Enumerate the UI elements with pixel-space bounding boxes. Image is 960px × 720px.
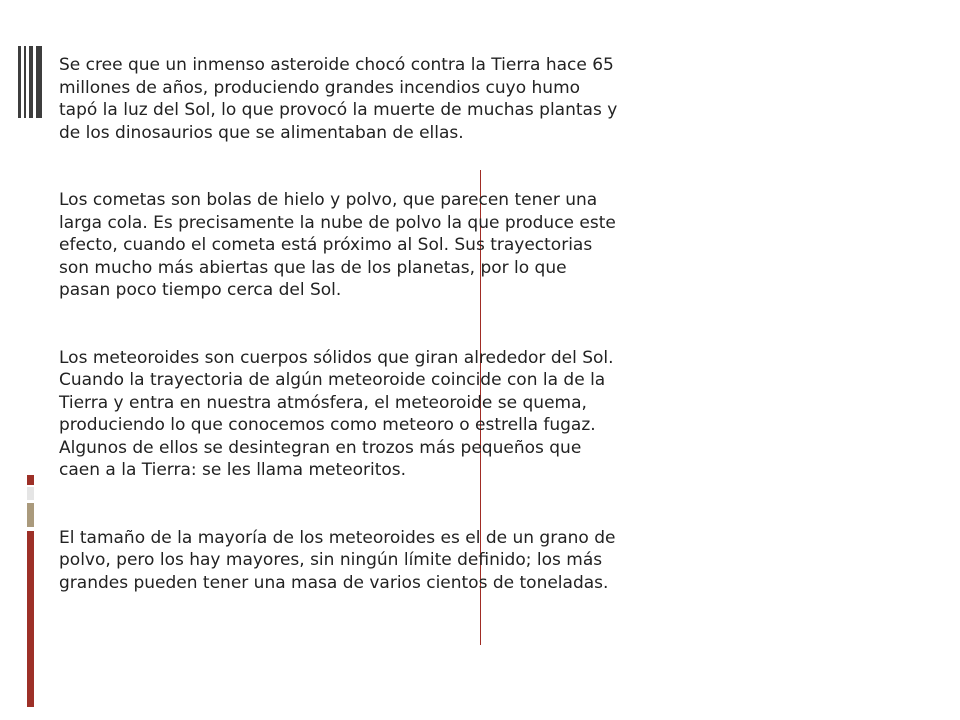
left-strip-tan bbox=[27, 503, 34, 527]
decorative-bars-icon bbox=[18, 46, 42, 118]
decorative-bar bbox=[36, 46, 42, 118]
slide-body-text bbox=[59, 54, 619, 639]
paragraph-meteoroids: Los meteoroides son cuerpos sólidos que giran alrededor del Sol. Cuando la trayectoria de algún meteoroide coincide con la de la Tierra y entra en nuestra atmósfera, el meteoroide se quema, produciendo lo que conocemos como meteoro o estrella fugaz. Algunos de ellos se desintegran en trozos más pequeños que caen a la Tierra: se les llama meteoritos. bbox=[59, 347, 614, 480]
left-strip-gray bbox=[27, 487, 34, 500]
left-strip-red-long bbox=[27, 531, 34, 707]
decorative-bar bbox=[18, 46, 21, 118]
paragraph-meteoroid-size: El tamaño de la mayoría de los meteoroides es el de un grano de polvo, pero los hay mayores, sin ningún límite definido; los más grandes pueden tener una masa de varios cientos de toneladas. bbox=[59, 527, 616, 593]
decorative-bar bbox=[24, 46, 26, 118]
left-strip-red-small bbox=[27, 475, 34, 485]
decorative-bar bbox=[29, 46, 33, 118]
paragraph-asteroid: Se cree que un inmenso asteroide chocó contra la Tierra hace 65 millones de años, produciendo grandes incendios cuyo humo tapó la luz del Sol, lo que provocó la muerte de muchas plantas y de los dinosaurios que se alimentaban de ellas. bbox=[59, 55, 618, 143]
paragraph-comets: Los cometas son bolas de hielo y polvo, que parecen tener una larga cola. Es precisamente la nube de polvo la que produce este efecto, cuando el cometa está próximo al Sol. Sus trayectorias son mucho más abiertas que las de los planetas, por lo que pasan poco tiempo cerca del Sol. bbox=[59, 190, 616, 300]
